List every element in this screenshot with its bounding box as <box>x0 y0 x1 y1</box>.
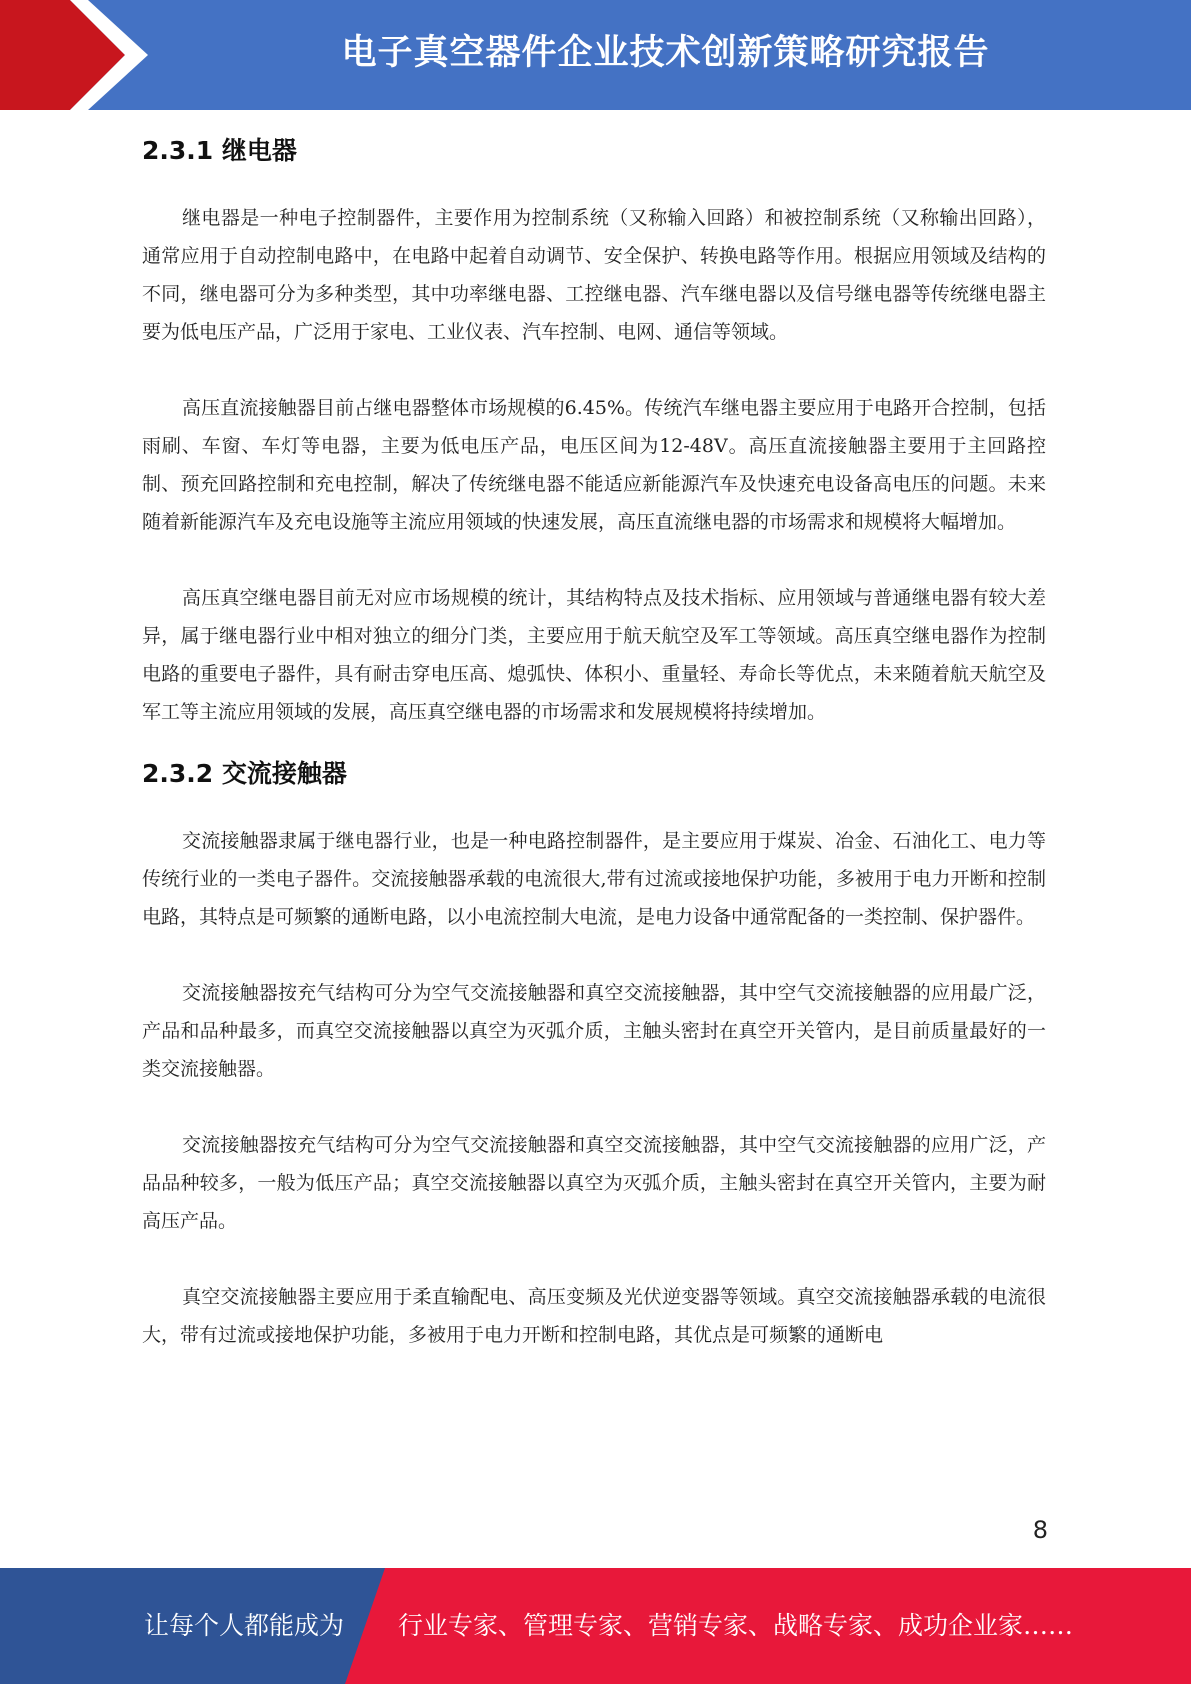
paragraph: 交流接触器按充气结构可分为空气交流接触器和真空交流接触器，其中空气交流接触器的应用最广泛，产品和品种最多，而真空交流接触器以真空为灭弧介质，主触头密封在真空开关管内，是目前质量最好的一类交流接触器。 <box>142 982 1046 1080</box>
paragraph: 继电器是一种电子控制器件，主要作用为控制系统（又称输入回路）和被控制系统（又称输出回路），通常应用于自动控制电路中，在电路中起着自动调节、安全保护、转换电路等作用。根据应用领域及结构的不同，继电器可分为多种类型，其中功率继电器、工控继电器、汽车继电器以及信号继电器等传统继电器主要为低电压产品，广泛用于家电、工业仪表、汽车控制、电网、通信等领域。 <box>142 207 1046 343</box>
footer-slogan-right: 行业专家、管理专家、营销专家、战略专家、成功企业家…… <box>398 1611 1074 1640</box>
paragraph: 交流接触器隶属于继电器行业，也是一种电路控制器件，是主要应用于煤炭、冶金、石油化工、电力等传统行业的一类电子器件。交流接触器承载的电流很大,带有过流或接地保护功能，多被用于电力开断和控制电路，其特点是可频繁的通断电路，以小电流控制大电流，是电力设备中通常配备的一类控制、保护器件。 <box>142 830 1046 928</box>
page-header <box>0 0 1191 110</box>
page-number: 8 <box>1032 1516 1048 1544</box>
document-body <box>142 110 1046 1354</box>
report-title: 电子真空器件企业技术创新策略研究报告 <box>341 33 990 73</box>
paragraph: 高压直流接触器目前占继电器整体市场规模的6.45%。传统汽车继电器主要应用于电路开合控制，包括雨刷、车窗、车灯等电器，主要为低电压产品，电压区间为12-48V。高压直流接触器主要用于主回路控制、预充回路控制和充电控制，解决了传统继电器不能适应新能源汽车及快速充电设备高电压的问题。未来随着新能源汽车及充电设施等主流应用领域的快速发展，高压直流继电器的市场需求和规模将大幅增加。 <box>142 397 1046 533</box>
red-arrow-decoration <box>0 0 160 110</box>
paragraph: 高压真空继电器目前无对应市场规模的统计，其结构特点及技术指标、应用领域与普通继电器有较大差异，属于继电器行业中相对独立的细分门类，主要应用于航天航空及军工等领域。高压真空继电器作为控制电路的重要电子器件，具有耐击穿电压高、熄弧快、体积小、重量轻、寿命长等优点，未来随着航天航空及军工等主流应用领域的发展，高压真空继电器的市场需求和发展规模将持续增加。 <box>142 587 1046 723</box>
footer-slogan-left: 让每个人都能成为 <box>144 1611 345 1640</box>
page-footer <box>0 1568 1191 1684</box>
section-heading-ac-contactor: 2.3.2 交流接触器 <box>142 759 347 788</box>
paragraph: 交流接触器按充气结构可分为空气交流接触器和真空交流接触器，其中空气交流接触器的应用广泛，产品品种较多，一般为低压产品；真空交流接触器以真空为灭弧介质，主触头密封在真空开关管内，主要为耐高压产品。 <box>142 1134 1046 1232</box>
section-heading-relay: 2.3.1 继电器 <box>142 136 297 165</box>
paragraph: 真空交流接触器主要应用于柔直输配电、高压变频及光伏逆变器等领域。真空交流接触器承载的电流很大，带有过流或接地保护功能，多被用于电力开断和控制电路，其优点是可频繁的通断电 <box>142 1286 1046 1346</box>
